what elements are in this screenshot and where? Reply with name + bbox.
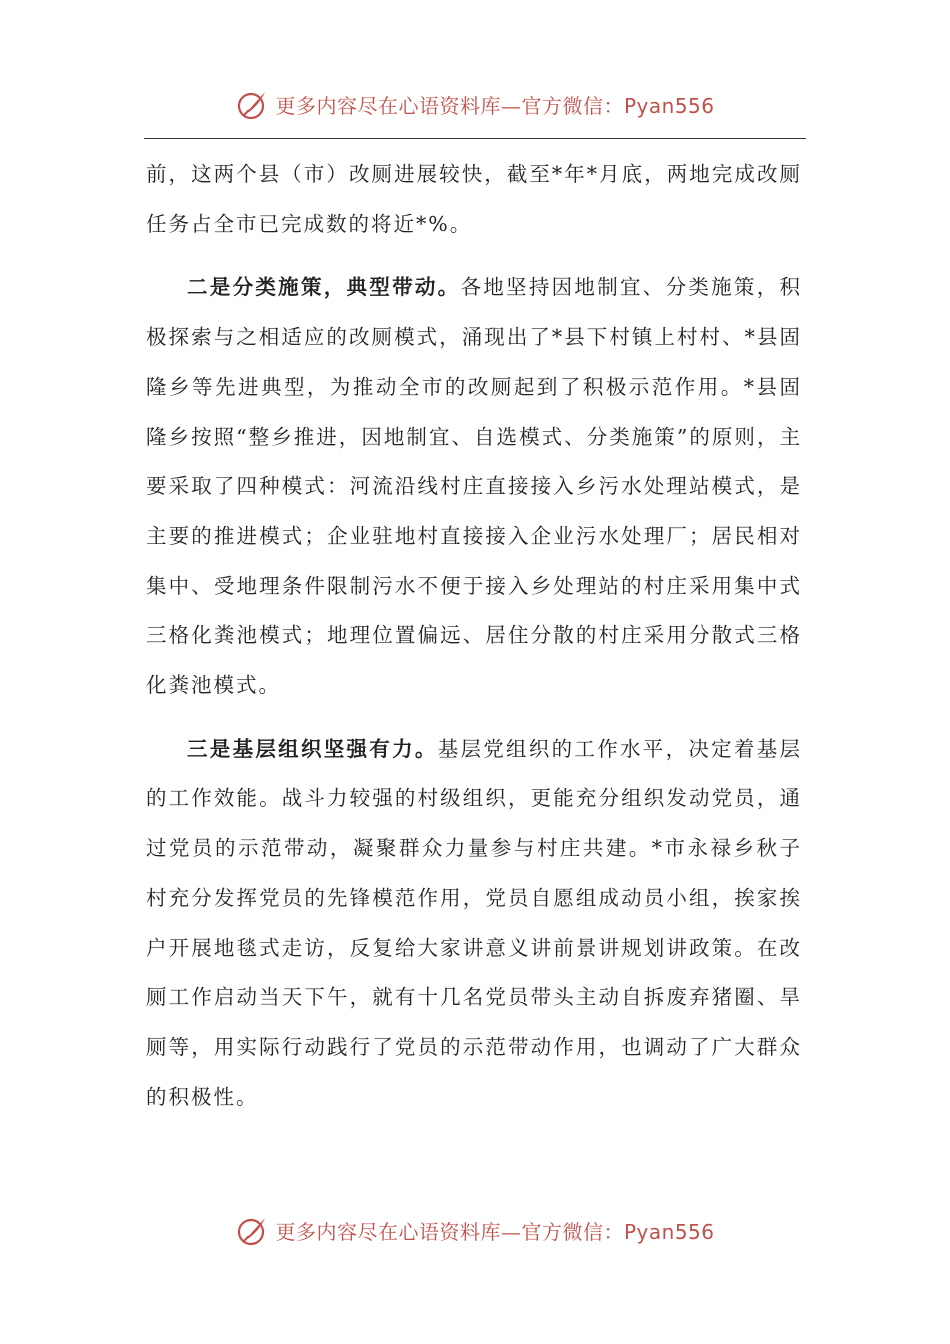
- header-divider: [144, 138, 806, 139]
- paragraph-classified-measures: [146, 263, 802, 710]
- footer-watermark: [0, 1210, 950, 1250]
- paragraph-grassroots-organization: [146, 725, 802, 1123]
- watermark-group: [235, 1212, 714, 1248]
- header-watermark: [0, 84, 950, 124]
- paragraph-body: 前，这两个县（市）改厕进展较快，截至*年*月底，两地完成改厕任务占全市已完成数的将近*%。: [146, 162, 802, 236]
- paragraph-lead: 三是基层组织坚强有力。: [187, 736, 438, 761]
- paragraph-continuation: [146, 150, 802, 249]
- paragraph-lead: 二是分类施策，典型带动。: [187, 275, 461, 300]
- feather-pen-icon: [235, 1212, 271, 1248]
- watermark-code: Pyan556: [623, 1219, 715, 1244]
- document-body: [146, 150, 802, 1122]
- watermark-group: [235, 86, 714, 122]
- paragraph-body: 基层党组织的工作水平，决定着基层的工作效能。战斗力较强的村级组织，更能充分组织发动党员，通过党员的示范带动，凝聚群众力量参与村庄共建。*市永禄乡秋子村充分发挥党员的先锋模范作用，党员自愿组成动员小组，挨家挨户开展地毯式走访，反复给大家讲意义讲前景讲规划讲政策。在改厕工作启动当天下午，就有十几名党员带头主动自拆废弃猪圈、旱厕等，用实际行动践行了党员的示范带动作用，也调动了广大群众的积极性。: [146, 736, 803, 1109]
- paragraph-body: 各地坚持因地制宜、分类施策，积极探索与之相适应的改厕模式，涌现出了*县下村镇上村村、*县固隆乡等先进典型，为推动全市的改厕起到了积极示范作用。*县固隆乡按照“整乡推进，因地制宜、自选模式、分类施策”的原则，主要采取了四种模式：河流沿线村庄直接接入乡污水处理站模式，是主要的推进模式；企业驻地村直接接入企业污水处理厂；居民相对集中、受地理条件限制污水不便于接入乡处理站的村庄采用集中式三格化粪池模式；地理位置偏远、居住分散的村庄采用分散式三格化粪池模式。: [146, 275, 803, 698]
- watermark-text: 更多内容尽在心语资料库—官方微信：Pyan556: [275, 1219, 715, 1244]
- watermark-text: 更多内容尽在心语资料库—官方微信：Pyan556: [275, 93, 715, 118]
- feather-pen-icon: [235, 86, 271, 122]
- watermark-code: Pyan556: [623, 93, 715, 118]
